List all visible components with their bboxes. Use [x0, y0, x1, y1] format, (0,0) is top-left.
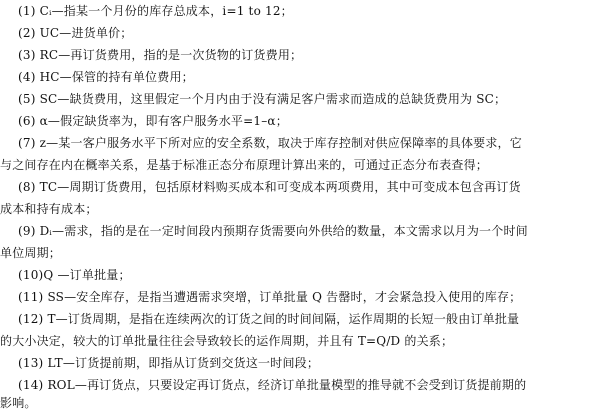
- text-line-16: 的大小决定，较大的订单批量往往会导致较长的运作周期，并且有 T=Q/D 的关系；: [0, 334, 454, 348]
- text-line-17: (13) LT—订货提前期，即指从订货到交货这一时间段；: [18, 356, 320, 370]
- text-line-13: (10)Q —订单批量；: [18, 268, 131, 282]
- text-line-6: (6) α—假定缺货率为，即有客户服务水平=1–α；: [18, 114, 288, 128]
- text-line-19: 影响。: [0, 396, 37, 410]
- text-line-10: 成本和持有成本；: [0, 202, 98, 216]
- text-line-15: (12) T—订货周期，是指在连续两次的订货之间的时间间隔，运作周期的长短一般由订单批量: [18, 312, 520, 326]
- text-line-3: (3) RC—再订货费用，指的是一次货物的订货费用；: [18, 48, 303, 62]
- text-line-7: (7) z—某一客户服务水平下所对应的安全系数，取决于库存控制对供应保障率的具体要求，它: [18, 136, 522, 150]
- text-line-4: (4) HC—保管的持有单位费用；: [18, 70, 194, 84]
- text-line-5: (5) SC—缺货费用，这里假定一个月内由于没有满足客户需求而造成的总缺货费用为 SC；: [18, 92, 507, 106]
- text-line-1: (1) Cᵢ—指某一个月份的库存总成本，i=1 to 12；: [18, 4, 293, 18]
- text-line-11: (9) Dᵢ—需求，指的是在一定时间段内预期存货需要向外供给的数量，本文需求以月为一个时间: [18, 224, 528, 238]
- text-line-9: (8) TC—周期订货费用，包括原材料购买成本和可变成本两项费用，其中可变成本包含再订货: [18, 180, 521, 194]
- text-line-18: (14) ROL—再订货点，只要设定再订货点，经济订单批量模型的推导就不会受到订货提前期的: [18, 378, 527, 392]
- text-line-8: 与之间存在内在概率关系，是基于标准正态分布原理计算出来的，可通过正态分布表查得；: [0, 158, 489, 172]
- text-line-12: 单位周期；: [0, 246, 62, 260]
- text-line-2: (2) UC—进货单价；: [18, 26, 133, 40]
- text-line-14: (11) SS—安全库存，是指当遭遇需求突增，订单批量 Q 告罄时，才会紧急投入使用的库存；: [18, 290, 522, 304]
